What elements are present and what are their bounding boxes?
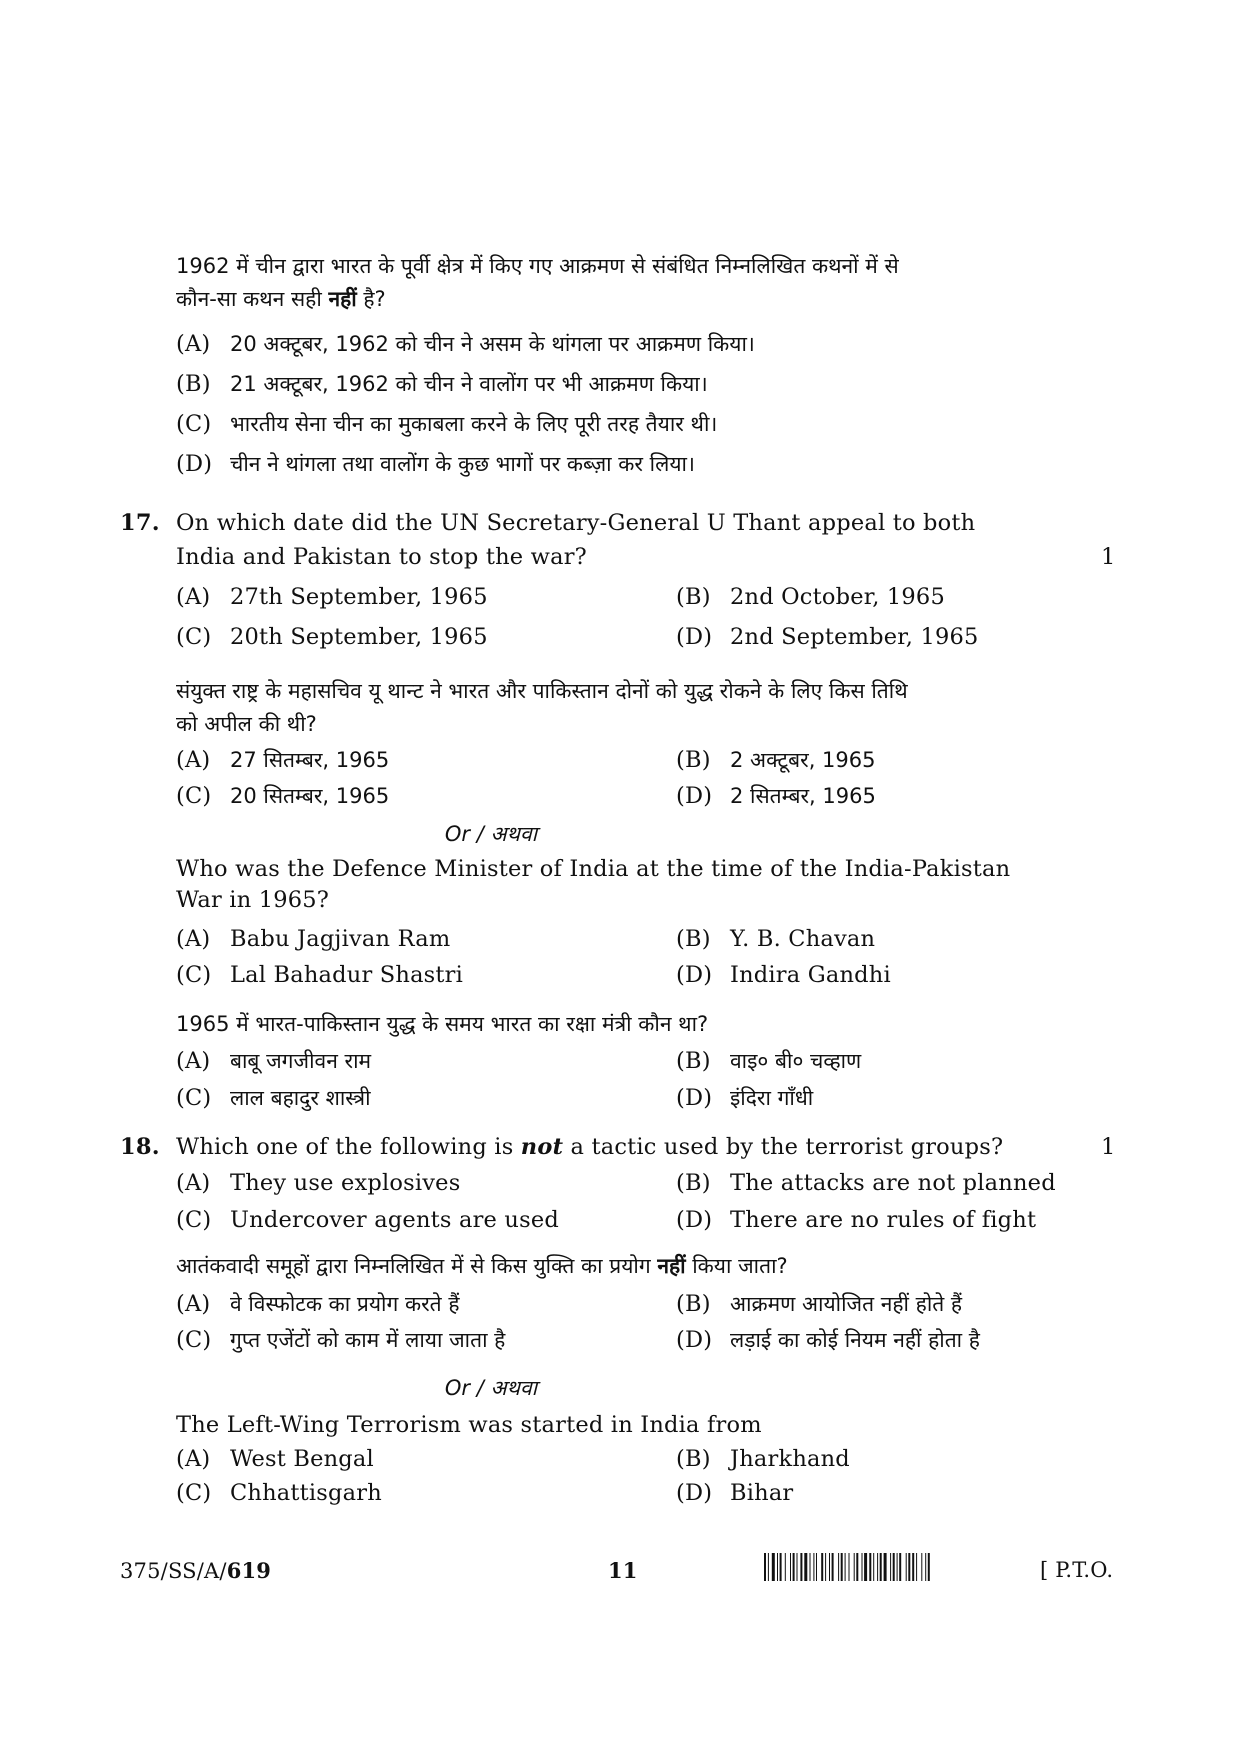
q18-alt-option-a: (A) West Bengal <box>176 1446 374 1472</box>
q17-alt-option-a: (A) Babu Jagjivan Ram <box>176 926 451 952</box>
q16-stem-line2: कौन-सा कथन सही नहीं है? <box>176 287 386 311</box>
q16-option-a: (A) 20 अक्टूबर, 1962 को चीन ने असम के थांगला पर आक्रमण किया। <box>176 331 755 357</box>
q18-hindi-option-a: (A) वे विस्फोटक का प्रयोग करते हैं <box>176 1291 460 1317</box>
q17-hindi-option-a: (A) 27 सितम्बर, 1965 <box>176 747 390 773</box>
q17-marks: 1 <box>1101 544 1116 570</box>
q18-hindi-option-c: (C) गुप्त एजेंटों को काम में लाया जाता है <box>176 1327 506 1353</box>
q17-alt-hindi-stem: 1965 में भारत-पाकिस्तान युद्ध के समय भारत का रक्षा मंत्री कौन था? <box>176 1012 709 1036</box>
q17-hindi-option-c: (C) 20 सितम्बर, 1965 <box>176 783 390 809</box>
q17-alt-stem-line2: War in 1965? <box>176 887 330 913</box>
q16-option-d: (D) चीन ने थांगला तथा वालोंग के कुछ भागों पर कब्ज़ा कर लिया। <box>176 451 695 477</box>
q17-alt-option-b: (B) Y. B. Chavan <box>676 926 876 952</box>
q18-option-b: (B) The attacks are not planned <box>676 1170 1056 1196</box>
q17-alt-hindi-option-d: (D) इंदिरा गाँधी <box>676 1085 814 1111</box>
q18-hindi-stem: आतंकवादी समूहों द्वारा निम्नलिखित में से किस युक्ति का प्रयोग नहीं किया जाता? <box>176 1254 788 1278</box>
q17-option-a: (A) 27th September, 1965 <box>176 584 488 610</box>
q16-option-b: (B) 21 अक्टूबर, 1962 को चीन ने वालोंग पर भी आक्रमण किया। <box>176 371 708 397</box>
q18-option-a: (A) They use explosives <box>176 1170 461 1196</box>
pto-label: [ P.T.O. <box>1040 1558 1114 1582</box>
q17-hindi-stem-line1: संयुक्त राष्ट्र के महासचिव यू थान्ट ने भारत और पाकिस्तान दोनों को युद्ध रोकने के लिए किस तिथि <box>176 679 908 703</box>
q17-alt-hindi-option-b: (B) वाइ० बी० चव्हाण <box>676 1048 862 1074</box>
q17-alt-hindi-option-a: (A) बाबू जगजीवन राम <box>176 1048 372 1074</box>
q17-hindi-option-b: (B) 2 अक्टूबर, 1965 <box>676 747 876 773</box>
q18-option-c: (C) Undercover agents are used <box>176 1207 559 1233</box>
q18-stem: Which one of the following is not a tactic used by the terrorist groups? <box>176 1134 1004 1160</box>
page-number: 11 <box>608 1558 638 1583</box>
q17-option-c: (C) 20th September, 1965 <box>176 624 488 650</box>
paper-code: 375/SS/A/619 <box>120 1558 272 1583</box>
q17-option-d: (D) 2nd September, 1965 <box>676 624 979 650</box>
q18-number: 18. <box>120 1134 160 1160</box>
q17-hindi-stem-line2: को अपील की थी? <box>176 712 317 736</box>
q18-option-d: (D) There are no rules of fight <box>676 1207 1037 1233</box>
q18-hindi-option-b: (B) आक्रमण आयोजित नहीं होते हैं <box>676 1291 963 1317</box>
q17-stem-line2: India and Pakistan to stop the war? <box>176 544 587 570</box>
q17-alt-option-c: (C) Lal Bahadur Shastri <box>176 962 464 988</box>
q17-stem-line1: On which date did the UN Secretary-General U Thant appeal to both <box>176 510 976 536</box>
barcode-icon <box>764 1553 1026 1581</box>
q18-hindi-option-d: (D) लड़ाई का कोई नियम नहीं होता है <box>676 1327 980 1353</box>
q18-alt-stem: The Left-Wing Terrorism was started in India from <box>176 1412 762 1438</box>
q17-or-label: Or / अथवा <box>444 822 538 846</box>
q18-alt-option-c: (C) Chhattisgarh <box>176 1480 382 1506</box>
q17-alt-stem-line1: Who was the Defence Minister of India at the time of the India-Pakistan <box>176 856 1011 882</box>
q18-alt-option-d: (D) Bihar <box>676 1480 794 1506</box>
q18-or-label: Or / अथवा <box>444 1376 538 1400</box>
q16-option-c: (C) भारतीय सेना चीन का मुकाबला करने के लिए पूरी तरह तैयार थी। <box>176 411 718 437</box>
q16-stem-line1: 1962 में चीन द्वारा भारत के पूर्वी क्षेत्र में किए गए आक्रमण से संबंधित निम्नलिखित कथनों में से <box>176 254 899 278</box>
q18-alt-option-b: (B) Jharkhand <box>676 1446 850 1472</box>
q17-option-b: (B) 2nd October, 1965 <box>676 584 945 610</box>
q17-alt-option-d: (D) Indira Gandhi <box>676 962 891 988</box>
q17-alt-hindi-option-c: (C) लाल बहादुर शास्त्री <box>176 1085 371 1111</box>
q18-marks: 1 <box>1101 1134 1116 1160</box>
q17-hindi-option-d: (D) 2 सितम्बर, 1965 <box>676 783 876 809</box>
q17-number: 17. <box>120 510 160 536</box>
